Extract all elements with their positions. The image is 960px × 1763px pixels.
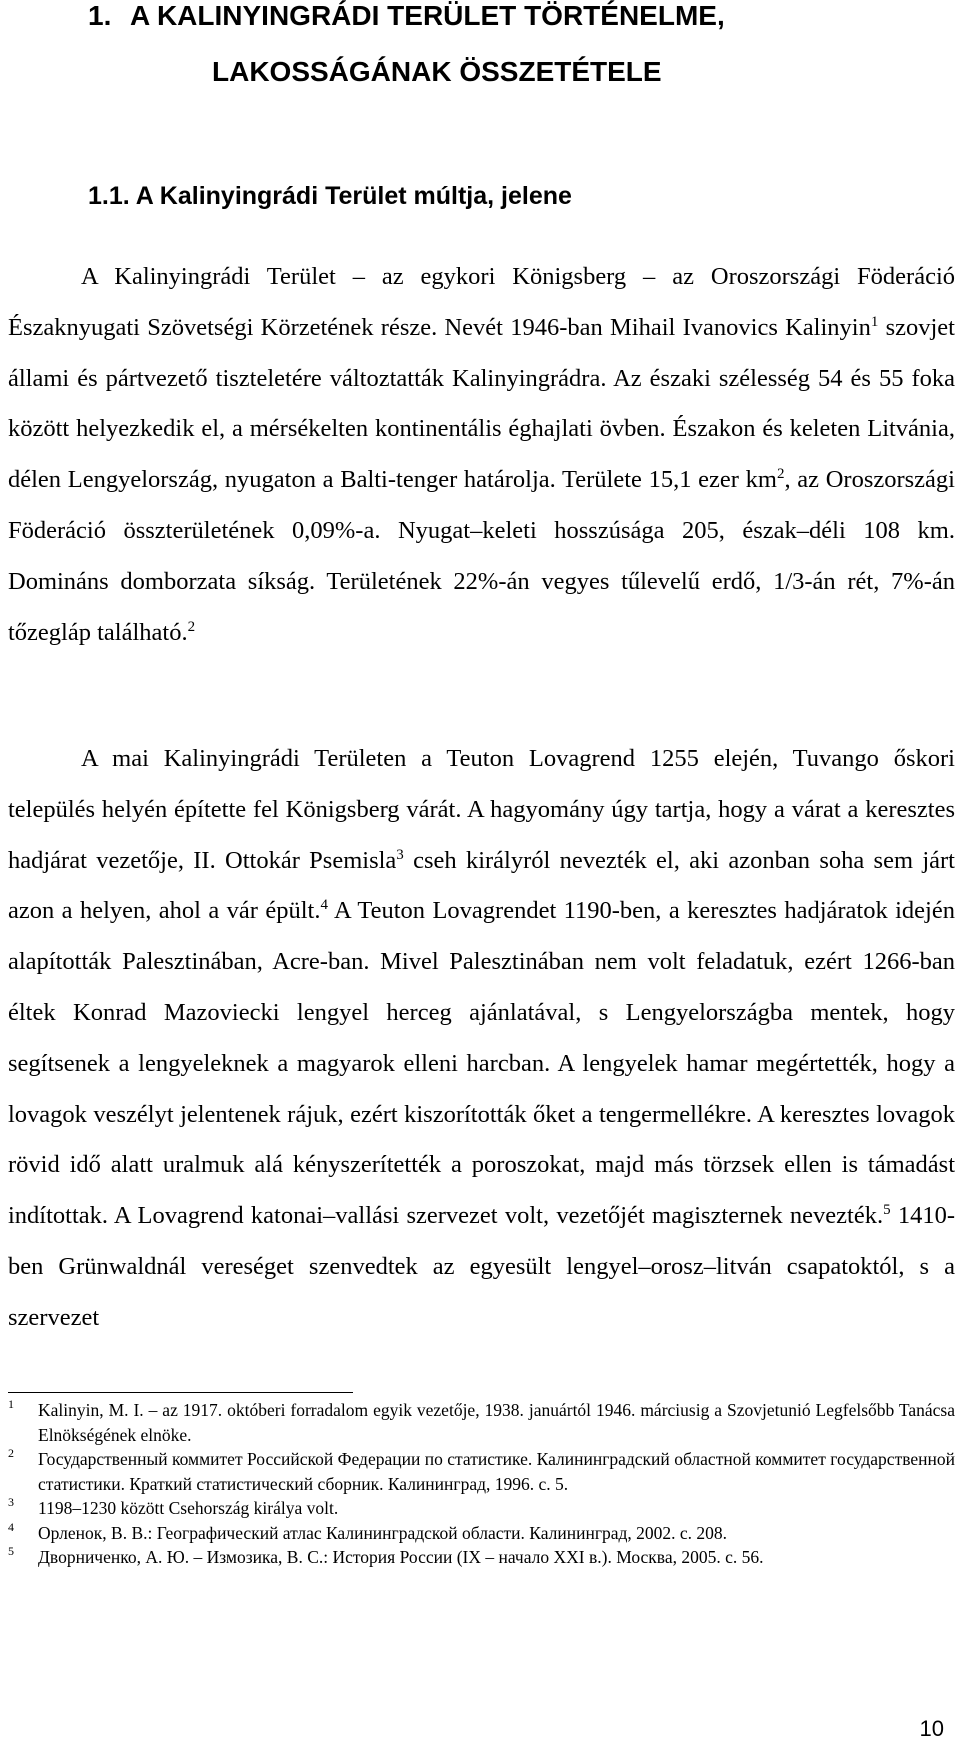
- paragraph-2-text-a: A mai Kalinyingrádi Területen a Teuton Lovagrend 1255 elején, Tuvango őskori település helyén építette fel Königsberg várát. A hagyomány úgy tartja, hogy a várat a keresztes hadjárat vezetője, II. Ottokár Psemisla: [8, 745, 955, 874]
- footnote-item: [8, 1521, 955, 1546]
- chapter-title-line1: A KALINYINGRÁDI TERÜLET TÖRTÉNELME,: [130, 0, 725, 31]
- chapter-title-line2: LAKOSSÁGÁNAK ÖSSZETÉTELE: [212, 56, 662, 87]
- footnote-number: 1: [8, 1397, 14, 1411]
- footnote-separator: [8, 1392, 353, 1393]
- page-number: 10: [919, 1716, 944, 1741]
- paragraph-2: [8, 734, 955, 1344]
- footnote-text: 1198–1230 között Csehország királya volt.: [38, 1498, 339, 1518]
- superscript-squared: 2: [776, 466, 785, 483]
- paragraph-1-text-a: A Kalinyingrádi Terület – az egykori Königsberg – az Oroszországi Föderáció Északnyugati Szövetségi Körzetének része. Nevét 1946-ban Mihail Ivanovics Kalinyin: [8, 263, 955, 341]
- paragraph-1-text-c: , az Oroszországi Föderáció összterületének 0,09%-a. Nyugat–keleti hosszúsága 205, észak–déli 108 km. Domináns domborzata síkság. Területének 22%-án vegyes tűlevelű erdő, 1/3-án rét, 7%-án tőzegláp található.: [8, 466, 955, 646]
- footnote-ref-4[interactable]: 4: [320, 897, 328, 914]
- footnote-number: 4: [8, 1519, 14, 1534]
- footnote-ref-2[interactable]: 2: [187, 618, 196, 635]
- footnote-text: Kalinyin, M. I. – az 1917. októberi forradalom egyik vezetője, 1938. januártól 1946. márciusig a Szovjetunió Legfelsőbb Tanácsa Elnökségének elnöke.: [38, 1400, 955, 1445]
- footnote-item: [8, 1398, 955, 1447]
- footnote-ref-1[interactable]: 1: [870, 313, 879, 330]
- paragraph-2-text-c: A Teuton Lovagrendet 1190-ben, a keresztes hadjáratok idején alapították Palesztinában, Acre-ban. Mivel Palesztinában nem volt feladatuk, ezért 1266-ban éltek Konrad Mazoviecki lengyel herceg ajánlatával, s Lengyelországba mentek, hogy segítsenek a lengyeleknek a magyarok elleni harcban. A lengyelek hamar megértették, hogy a lovagok veszélyt jelentenek rájuk, ezért kiszorították őket a tengermellékre. A keresztes lovagok rövid idő alatt uralmuk alá kényszerítették a poroszokat, majd más törzsek ellen is támadást indítottak. A Lovagrend katonai–vallási szervezet volt, vezetőjét magiszternek nevezték.: [8, 897, 955, 1230]
- footnote-item: [8, 1545, 955, 1570]
- footnote-text: Государственный коммитет Российской Федерации по статистике. Калининградский областной коммитет государственной статистики. Краткий статистический сборник. Калининград, 1996. с. 5.: [38, 1449, 955, 1494]
- footnote-text: Орленок, В. В.: Географический атлас Калининградской области. Калининград, 2002. с. 208.: [38, 1522, 728, 1543]
- footnote-ref-5[interactable]: 5: [883, 1202, 891, 1219]
- footnote-ref-3[interactable]: 3: [396, 846, 404, 863]
- paragraph-2-text-d: 1410-ben Grünwaldnál vereséget szenvedtek az egyesült lengyel–orosz–litván csapatoktól, s a szervezet: [8, 1202, 955, 1331]
- footnote-item: [8, 1447, 955, 1496]
- footnote-text: Дворниченко, А. Ю. – Измозика, В. С.: История России (IX – начало XXI в.). Москва, 2005. с. 56.: [38, 1547, 764, 1567]
- footnote-number: 5: [8, 1544, 14, 1558]
- footnotes: [8, 1398, 955, 1570]
- paragraph-2-text-b: cseh királyról nevezték el, aki azonban soha sem járt azon a helyen, ahol a vár épült.: [8, 846, 955, 925]
- footnote-number: 3: [8, 1495, 14, 1509]
- paragraph-1-text-b: szovjet állami és pártvezető tiszteletére változtatták Kalinyingrádra. Az északi szélesség 54 és 55 foka között helyezkedik el, a mérsékelten kontinentális éghajlati övben. Északon és keleten Litvánia, délen Lengyelország, nyugaton a Balti-tenger határolja. Területe 15,1 ezer km: [8, 313, 955, 494]
- section-heading: 1.1. A Kalinyingrádi Terület múltja, jelene: [88, 182, 572, 210]
- chapter-number: 1.: [88, 0, 112, 31]
- footnote-number: 2: [8, 1446, 14, 1460]
- footnote-item: [8, 1496, 955, 1521]
- paragraph-1: [8, 252, 955, 658]
